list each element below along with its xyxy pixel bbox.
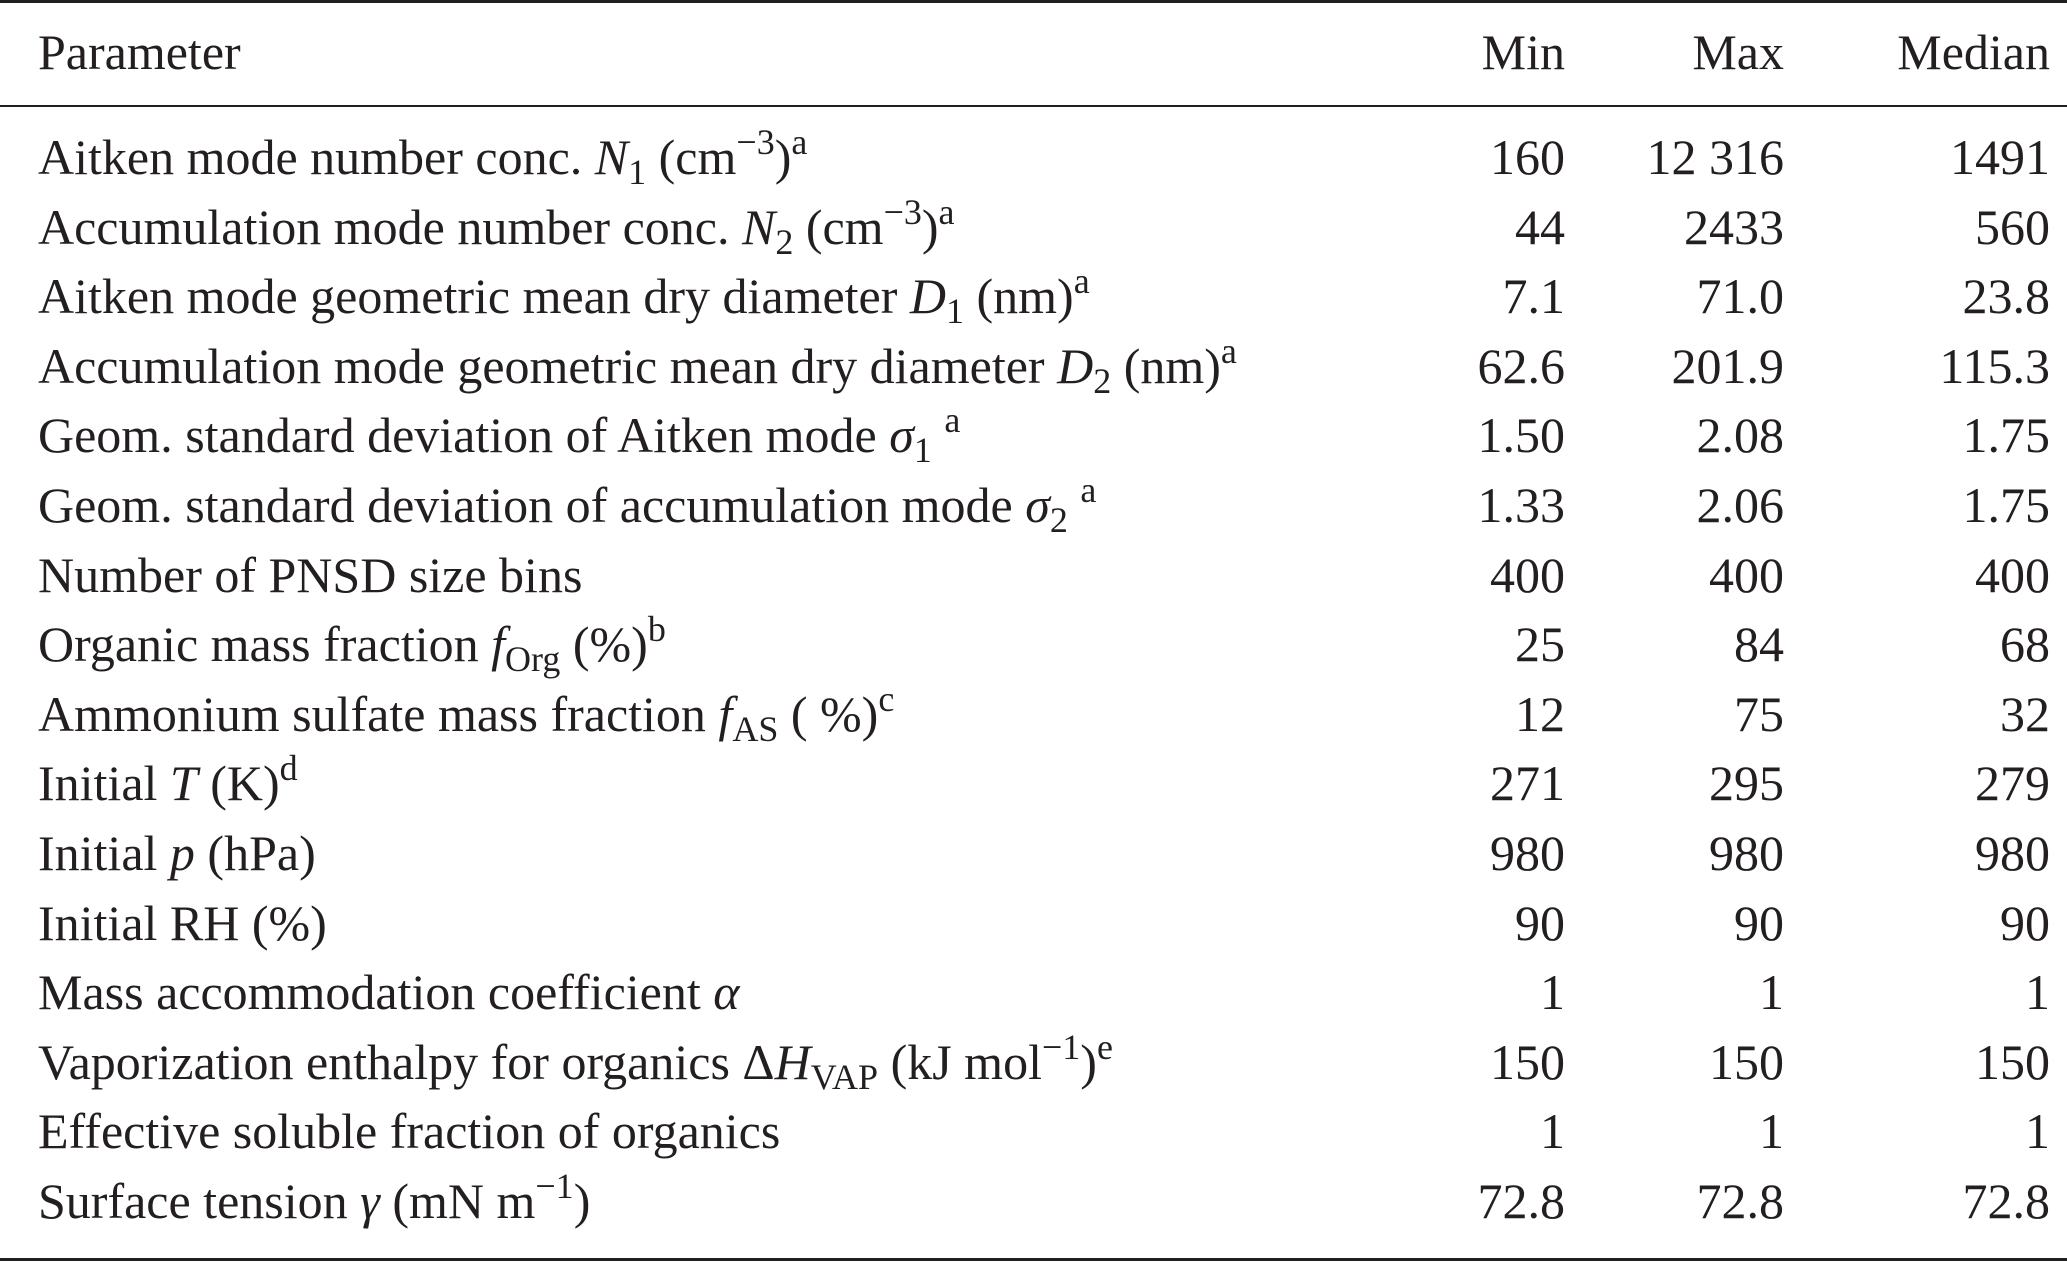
min-cell: 12 [1515, 685, 1565, 742]
table-row [0, 1097, 2067, 1165]
parameter-text: (%) [560, 616, 648, 673]
parameter-text: ( %) [778, 685, 879, 742]
min-cell: 25 [1515, 616, 1565, 673]
table-row [0, 471, 2067, 539]
parameter-text: (K) [197, 755, 280, 812]
parameter-text: 1 [913, 430, 932, 471]
parameter-cell [38, 680, 894, 748]
min-cell: 1.33 [1477, 477, 1565, 533]
parameter-cell [38, 889, 327, 957]
max-cell: 2.06 [1696, 477, 1784, 533]
min-cell: 7.1 [1502, 268, 1565, 325]
parameter-text: −1 [1041, 1027, 1081, 1067]
parameter-text: b [647, 609, 666, 650]
parameter-text: −1 [535, 1166, 574, 1207]
parameter-cell [38, 1097, 780, 1165]
parameter-text: −3 [736, 122, 775, 163]
parameter-text: a [791, 122, 808, 163]
median-cell: 115.3 [1939, 337, 2050, 394]
min-cell: 44 [1515, 198, 1565, 255]
parameter-text: a [1073, 261, 1090, 302]
parameter-text: Org [505, 639, 561, 680]
parameter-text: 2 [1093, 360, 1112, 401]
parameter-text: ) [573, 1173, 591, 1229]
parameter-cell [38, 332, 1237, 400]
max-cell: 1 [1759, 1103, 1784, 1160]
min-cell: 90 [1515, 894, 1565, 951]
median-cell: 23.8 [1962, 268, 2050, 325]
median-cell: 1 [2025, 1103, 2050, 1160]
median-cell: 400 [1975, 546, 2050, 603]
parameter-text: σ [889, 407, 914, 464]
parameter-text: α [713, 964, 740, 1021]
max-cell: 150 [1709, 1033, 1784, 1090]
max-cell: 2.08 [1696, 407, 1784, 464]
parameter-cell [38, 819, 316, 887]
parameter-text: Accumulation mode number conc. [38, 198, 742, 255]
max-cell: 71.0 [1696, 268, 1784, 325]
parameter-text: (kJ mol [878, 1033, 1042, 1090]
table-row [0, 401, 2067, 469]
parameter-cell [38, 541, 582, 609]
parameter-text [932, 407, 945, 463]
header-median: Median [1897, 24, 2050, 80]
parameter-cell [38, 471, 1096, 539]
median-cell: 279 [1975, 755, 2050, 812]
max-cell: 980 [1709, 825, 1784, 881]
parameter-text: e [1096, 1027, 1113, 1067]
median-cell: 150 [1975, 1033, 2050, 1090]
parameter-text: Number of PNSD size bins [38, 546, 583, 603]
parameter-text: f [718, 685, 733, 742]
parameter-text: D [1057, 337, 1094, 394]
parameter-text: (nm) [964, 268, 1074, 325]
parameter-text: 1 [946, 291, 965, 332]
max-cell: 84 [1734, 616, 1784, 673]
parameter-text: σ [1025, 477, 1050, 533]
parameter-text: Organic mass fraction [38, 616, 492, 673]
table-row [0, 680, 2067, 748]
parameter-text: D [909, 268, 947, 325]
table-row [0, 1028, 2067, 1096]
parameter-text: Initial RH (%) [38, 894, 327, 951]
parameter-text: p [169, 825, 195, 881]
parameter-text: 2 [775, 221, 794, 262]
table-row [0, 332, 2067, 400]
min-cell: 980 [1490, 825, 1565, 881]
header-max: Max [1692, 24, 1784, 80]
min-cell: 1 [1540, 1103, 1565, 1160]
header-rule [0, 105, 2067, 107]
table-row [0, 749, 2067, 817]
parameter-text: −3 [883, 191, 922, 232]
median-cell: 560 [1975, 198, 2050, 255]
table-row [0, 958, 2067, 1026]
parameter-text: Geom. standard deviation of accumulation mode [38, 477, 1026, 533]
parameter-text: Initial [38, 755, 170, 812]
max-cell: 90 [1734, 894, 1784, 951]
min-cell: 72.8 [1477, 1173, 1565, 1229]
median-cell: 980 [1975, 825, 2050, 881]
table-row [0, 889, 2067, 957]
min-cell: 150 [1490, 1033, 1565, 1090]
max-cell: 2433 [1684, 198, 1784, 255]
median-cell: 90 [2000, 894, 2050, 951]
parameter-text: (cm [793, 198, 884, 255]
max-cell: 75 [1734, 685, 1784, 742]
table-header-row [0, 18, 2067, 86]
min-cell: 62.6 [1477, 337, 1565, 394]
parameter-text: 1 [628, 152, 647, 193]
max-cell: 12 316 [1646, 129, 1784, 185]
parameter-cell [38, 193, 955, 261]
table-row [0, 541, 2067, 609]
table-row [0, 610, 2067, 678]
parameter-text: Ammonium sulfate mass fraction [38, 685, 719, 742]
median-cell: 1.75 [1962, 407, 2050, 464]
min-cell: 1 [1540, 964, 1565, 1021]
parameter-text: Accumulation mode geometric mean dry diameter [38, 337, 1058, 394]
parameter-text: a [944, 400, 961, 441]
parameter-text: Aitken mode geometric mean dry diameter [38, 268, 910, 325]
median-cell: 68 [2000, 616, 2050, 673]
parameter-text: Initial [38, 825, 170, 881]
table-row [0, 123, 2067, 191]
parameter-cell [38, 401, 960, 469]
parameter-text: c [878, 679, 895, 719]
parameter-text: d [279, 748, 298, 789]
parameter-cell [38, 262, 1090, 330]
parameter-text: Mass accommodation coefficient [38, 964, 714, 1021]
parameter-text: (cm [646, 129, 737, 185]
max-cell: 1 [1759, 964, 1784, 1021]
table-row [0, 1167, 2067, 1235]
parameter-text: ) [1080, 1033, 1097, 1090]
parameter-cell [38, 958, 740, 1026]
max-cell: 201.9 [1671, 337, 1784, 394]
parameter-text: ) [921, 198, 939, 255]
parameter-text: Geom. standard deviation of Aitken mode [38, 407, 890, 464]
parameter-text: γ [360, 1173, 380, 1229]
parameter-text: AS [732, 708, 779, 749]
min-cell: 271 [1490, 755, 1565, 812]
parameter-text: Vaporization enthalpy for organics Δ [38, 1033, 775, 1090]
parameter-cell [38, 1028, 1113, 1096]
bottom-rule [0, 1258, 2067, 1261]
top-rule [0, 0, 2067, 3]
parameter-text: H [774, 1033, 811, 1090]
median-cell: 32 [2000, 685, 2050, 742]
parameter-text: 2 [1049, 500, 1068, 541]
max-cell: 400 [1709, 546, 1784, 603]
parameter-text: N [594, 129, 629, 185]
parameter-text: (mN m [379, 1173, 536, 1229]
parameter-text: T [169, 755, 198, 812]
header-min: Min [1481, 24, 1565, 80]
parameter-text: a [938, 191, 955, 232]
parameter-text: VAP [810, 1056, 879, 1097]
parameter-text: (hPa) [194, 825, 316, 881]
parameter-text: Aitken mode number conc. [38, 129, 595, 185]
parameter-text: (nm) [1111, 337, 1221, 394]
max-cell: 295 [1709, 755, 1784, 812]
parameter-text [1068, 477, 1081, 533]
parameter-cell [38, 610, 666, 678]
parameter-cell [38, 749, 298, 817]
table-row [0, 819, 2067, 887]
table-row [0, 262, 2067, 330]
min-cell: 400 [1490, 546, 1565, 603]
min-cell: 160 [1490, 129, 1565, 185]
table-row [0, 193, 2067, 261]
parameter-text: Effective soluble fraction of organics [38, 1103, 781, 1160]
median-cell: 1491 [1950, 129, 2050, 185]
parameter-text: f [491, 616, 506, 673]
median-cell: 72.8 [1962, 1173, 2050, 1229]
median-cell: 1.75 [1962, 477, 2050, 533]
parameter-text: ) [774, 129, 792, 185]
parameter-text: a [1080, 470, 1097, 511]
max-cell: 72.8 [1696, 1173, 1784, 1229]
parameter-text: a [1220, 331, 1237, 371]
parameter-cell [38, 123, 807, 191]
median-cell: 1 [2025, 964, 2050, 1021]
parameter-cell [38, 1167, 590, 1235]
min-cell: 1.50 [1477, 407, 1565, 464]
parameter-text: N [741, 198, 776, 255]
header-parameter: Parameter [38, 24, 241, 80]
parameter-text: Surface tension [38, 1173, 361, 1229]
